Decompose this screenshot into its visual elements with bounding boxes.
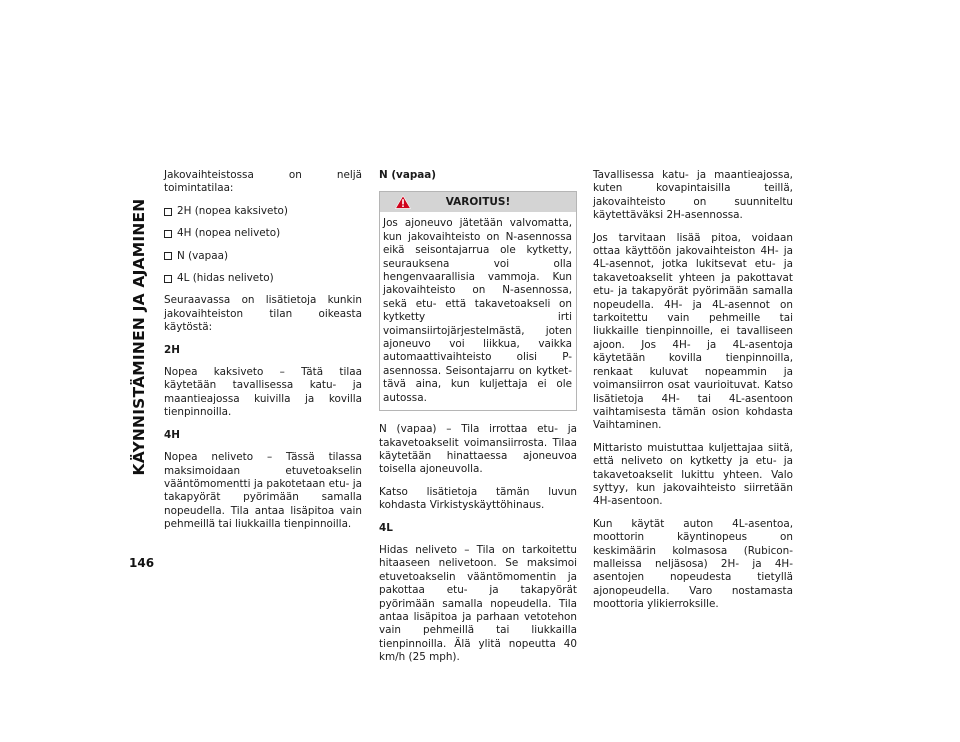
heading-n: N (vapaa) [379,169,437,181]
mode-list-item [164,272,362,285]
modes-intro: Jakovaihteistossa on neljä toimintatilaa: [164,169,362,195]
paragraph-n-ref: Katso lisätietoja tämän luvun kohdasta Virkistyskäyttöhinaus. [379,485,577,512]
modes-paragraph: Seuraavassa on lisätietoja kunkin jakovaihteiston tilan oikeasta käytöstä: [164,294,362,334]
mode-list-item [164,250,362,263]
paragraph-4wd-usage: Jos tarvitaan lisää pitoa, voidaan ottaa käyttöön jakovaihteiston 4H- ja 4L-asennot, jotka lukitsevat etu- ja takavetoakselit yhteen ja pakottavat etu- ja takapyörät pyörimään samalla nopeudella. 4H- ja 4L-asennot on tarkoitettu vain pehmeille tai liukkaille tienpinnoille, ei tavalliseen ajoon. Jos 4H- ja 4L-asentoja käytetään kovilla tienpinnoilla, renkaat kuluvat nopeammin ja voimansiirron osat vaurioituvat. Katso lisätietoja 4H- tai 4L-asentoon vaihtamisesta tämän osion kohdasta Vaihtaminen. [593,231,793,432]
paragraph-4l-rpm: Kun käytät auton 4L-asentoa, moottorin käyntinopeus on keskimäärin kolmasosa (Rubicon-malleissa neljäsosa) 2H- ja 4H-asentojen nopeudesta tietyllä ajonopeudella. Varo nostamasta moottoria ylikierroksille. [593,517,793,611]
chapter-side-tab [128,165,150,510]
warning-header [380,192,576,212]
column-3 [593,169,793,621]
mode-list-item [164,205,362,218]
heading-4l: 4L [379,521,393,534]
heading-4h: 4H [164,428,180,441]
heading-2h: 2H [164,343,180,356]
mode-label: 4L (hidas neliveto) [177,272,274,285]
warning-box [379,191,577,411]
mode-label: 4H (nopea neliveto) [177,227,281,240]
paragraph-2h-usage: Tavallisessa katu- ja maantieajossa, kuten kovapintaisilla teillä, jakovaihteisto on suunniteltu käytettäväksi 2H-asennossa. [593,169,793,222]
checkbox-bullet-icon [164,275,172,283]
paragraph-4h: Nopea neliveto – Tässä tilassa maksimoidaan etuvetoakselin vääntömomentti ja pakotetaan etu- ja takapyörät pyörimään samalla nopeudella. Tila antaa lisäpitoa vain pehmeillä tai liukkailla tienpinnoilla. [164,451,362,531]
warning-text: Jos ajoneuvo jätetään valvomatta, kun jakovaihteisto on N-asennossa eikä seisontajarrua ole kytketty, seurauksena voi olla hengenvaarallisia vammoja. Kun jakovaihteisto on N-asennossa, sekä etu- että takavetoakseli on kytketty irti voimansiirtojärjestelmästä, joten ajoneuvo voi liikkua, vaikka automaattivaihteisto olisi P-asennossa. Seisontajarru on kytkettävä aina, kun kuljettaja ei ole autossa. [383,217,572,404]
warning-triangle-icon [395,195,411,209]
column-1 [164,169,362,541]
mode-list-item [164,227,362,240]
paragraph-n: N (vapaa) – Tila irrottaa etu- ja takavetoakselit voimansiirrosta. Tilaa käytetään hinattaessa ajoneuvoa toisella ajoneuvolla. [379,423,577,476]
paragraph-2h: Nopea kaksiveto – Tätä tilaa käytetään tavallisessa katu- ja maantieajossa kuivilla ja kovilla tienpinnoilla. [164,366,362,419]
checkbox-bullet-icon [164,208,172,216]
page-number: 146 [129,556,155,570]
column-2 [379,169,577,674]
paragraph-indicator: Mittaristo muistuttaa kuljettajaa siitä, että neliveto on kytketty ja etu- ja takavetoakselit lukittu yhteen. Valo syttyy, kun jakovaihteisto siirretään 4H-asentoon. [593,441,793,508]
checkbox-bullet-icon [164,252,172,260]
paragraph-4l: Hidas neliveto – Tila on tarkoitettu hitaaseen nelivetoon. Se maksimoi etuvetoakselin vääntömomentin ja pakottaa etu- ja takapyörät pyörimään samalla nopeudella. Tila antaa lisäpitoa ja parhaan vetotehon vain pehmeillä tai liukkailla tienpinnoilla. Älä ylitä nopeutta 40 km/h (25 mph). [379,543,577,664]
mode-label: N (vapaa) [177,249,229,262]
warning-title: VAROITUS! [445,195,511,208]
checkbox-bullet-icon [164,230,172,238]
chapter-title: KÄYNNISTÄMINEN JA AJAMINEN [130,198,148,476]
mode-label: 2H (nopea kaksiveto) [177,204,288,217]
